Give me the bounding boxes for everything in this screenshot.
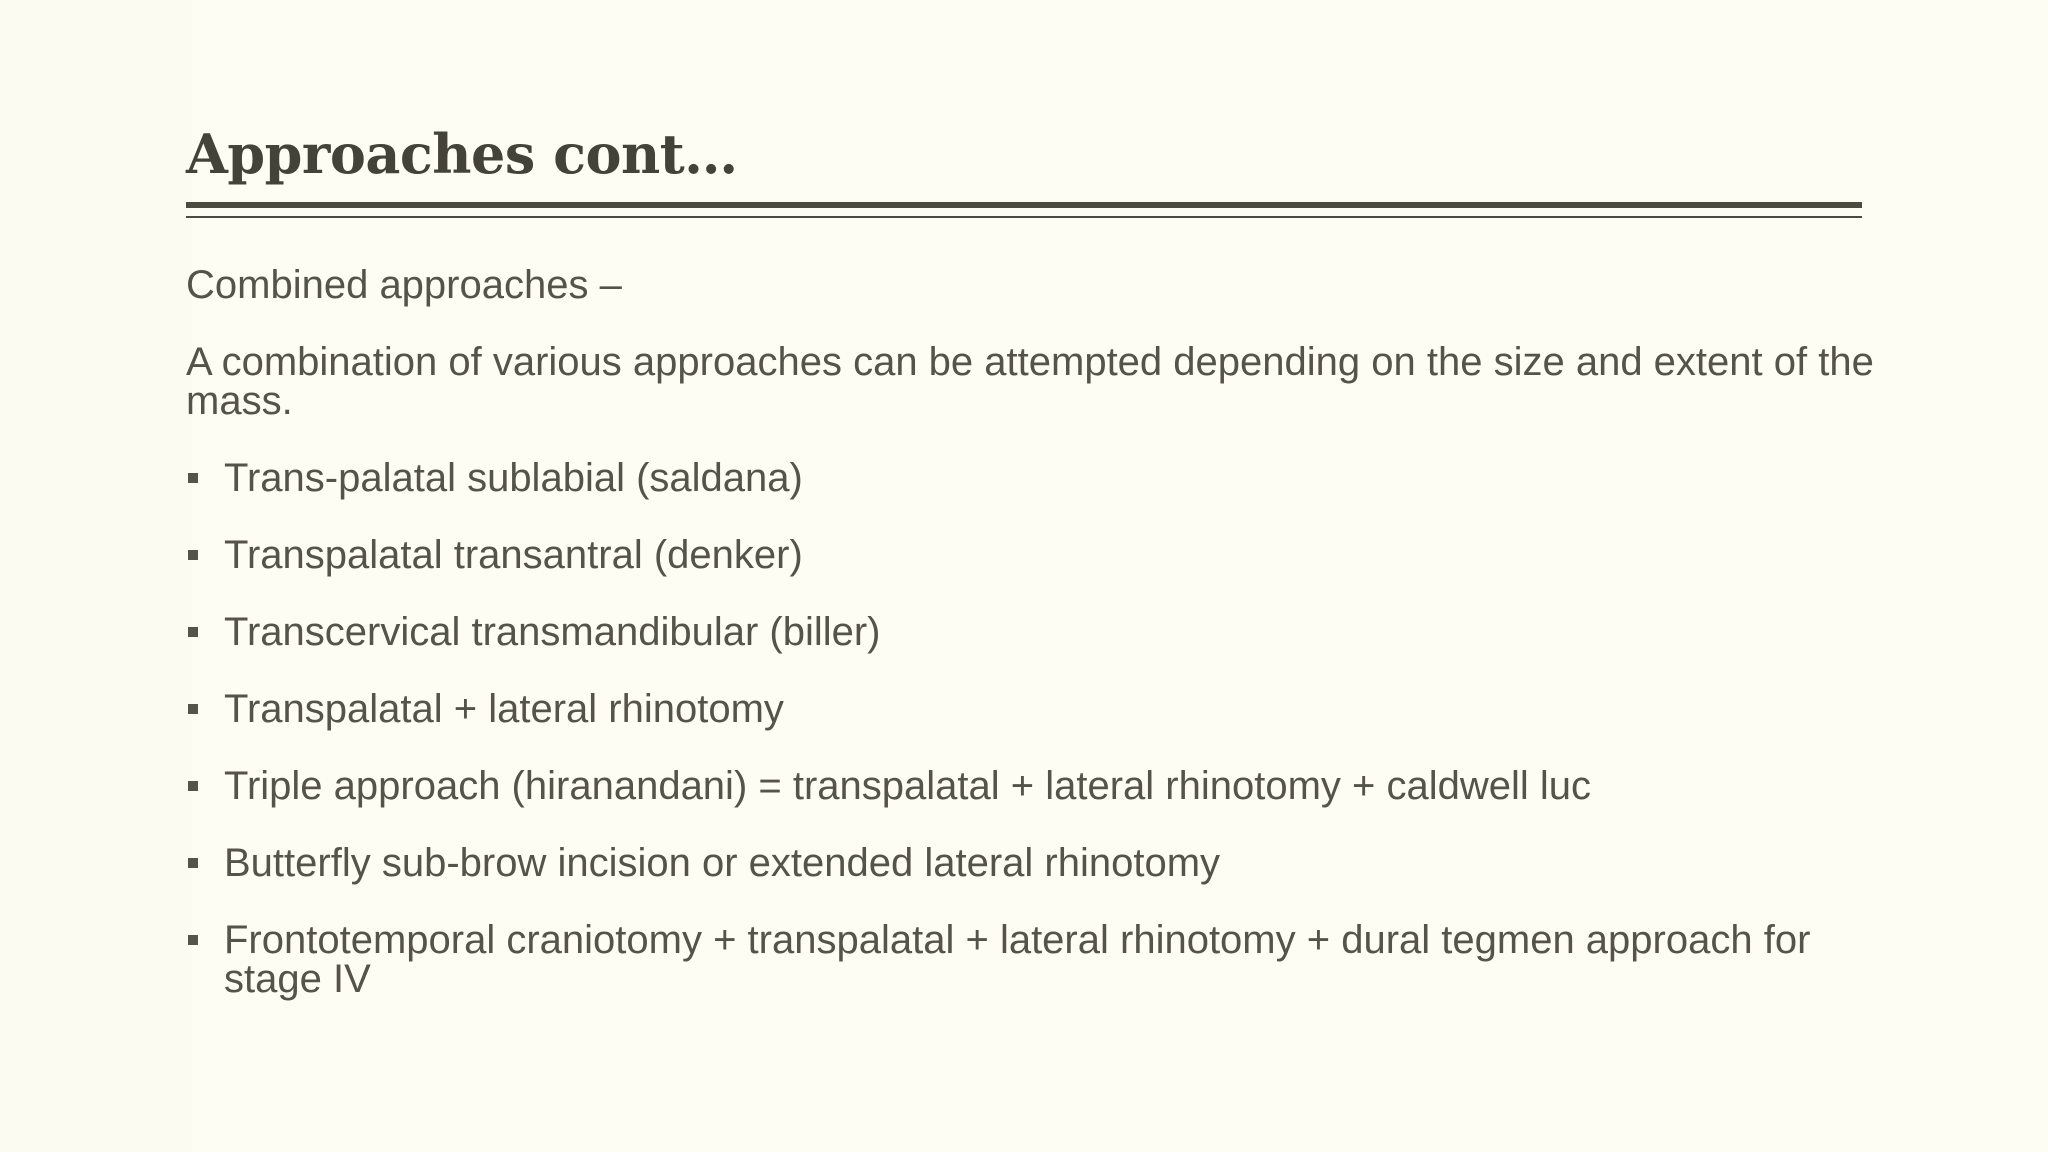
list-item-text: Butterfly sub-brow incision or extended lateral rhinotomy [224,841,1221,885]
list-item-text: Trans-palatal sublabial (saldana) [224,456,803,500]
list-item-text: Triple approach (hiranandani) = transpalatal + lateral rhinotomy + caldwell luc [224,764,1592,808]
slide-title: Approaches cont… [186,122,738,186]
left-accent-band [0,0,192,1152]
list-item-text: Frontotemporal craniotomy + transpalatal + lateral rhinotomy + dural tegmen approach for stage IV [224,918,1811,1001]
section-heading: Combined approaches – [186,263,622,307]
list-item [186,687,1876,731]
approach-list [186,456,1876,1001]
square-bullet-icon [188,781,198,791]
list-item [186,764,1876,808]
list-item [186,456,1876,500]
list-item [186,610,1876,654]
list-item [186,918,1876,1001]
slide-body [186,263,1876,1037]
square-bullet-icon [188,550,198,560]
title-rule-thick [186,202,1862,208]
title-rule-thin [186,216,1862,218]
square-bullet-icon [188,858,198,868]
square-bullet-icon [188,935,198,945]
list-item [186,533,1876,577]
intro-paragraph: A combination of various approaches can be attempted depending on the size and extent of the mass. [186,340,1874,423]
square-bullet-icon [188,473,198,483]
list-item-text: Transpalatal + lateral rhinotomy [224,687,784,731]
square-bullet-icon [188,627,198,637]
list-item-text: Transcervical transmandibular (biller) [224,610,881,654]
square-bullet-icon [188,704,198,714]
list-item [186,841,1876,885]
list-item-text: Transpalatal transantral (denker) [224,533,803,577]
